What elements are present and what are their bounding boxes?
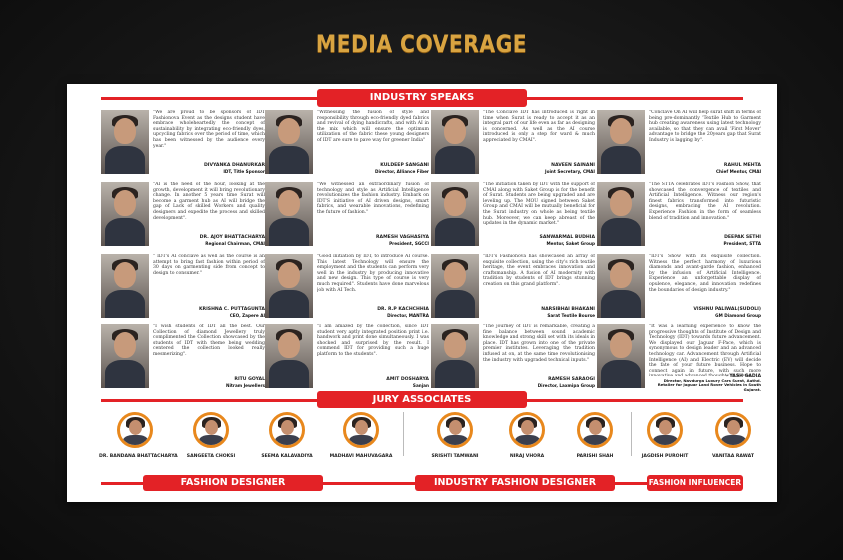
section-heading-jury-associates: JURY ASSOCIATES (317, 391, 527, 408)
testimonial-name: SANWARMAL BUDHIA (539, 235, 595, 240)
testimonial-name: RAMESH VAGHASIYA (376, 235, 429, 240)
person-photo (101, 182, 149, 246)
person-photo (597, 110, 645, 174)
testimonial-role: President, STTA (723, 241, 761, 246)
testimonial-quote: "We witnessed an extraordinary fusion of technology and style as Artificial Intelligence revolutionizes the fashion industry. Embark on IDT'S initiative of AI driven designs, smart fabrics, and wearable innovations, redefining the future of fashion." (317, 182, 429, 215)
testimonial-quote: "AI is the need of the hour, looking at the growth, development it will bring revolutionary change. In another 5 years time Surat will become a garment hub as AI will bridge the gap of Lack of skilled Workers and quality designers and expedite the process and skilled development". (153, 182, 265, 221)
testimonial-name: NAVEEN SAINANI (551, 163, 595, 168)
testimonial-card (597, 252, 761, 322)
person-photo (265, 254, 313, 318)
testimonial-card (597, 180, 761, 250)
testimonial-quote: "Conclave On AI will help surat shift in terms of being pre-dominantly 'Textile Hub to Garment hub creating awareness using latest technology available, so that they can avail 'First Mover' advantage to bridge the 20years gap that Surat Industry is lagging by". (649, 110, 761, 143)
testimonial-card (431, 252, 595, 322)
testimonial-quote: "I wish students of IDT all the best. Our Collection of diamond Jewellery truly complimented the Collection showcased by the students of IDT with theme being wedding centered the collection looked really mesmerizing". (153, 324, 265, 357)
testimonial-quote: "IDT's Show with its exquisite collection. Witness the perfect harmony of luxurious diamonds and avant-garde fashion, enhanced by the infusion of Artificial Intelligence. Experience an unforgettable display of opulence, elegance, and innovation redefines the boundaries of design industry." (649, 254, 761, 293)
testimonial-name: RITU GOYAL (234, 377, 265, 382)
jury-member (329, 412, 393, 472)
person-photo (431, 110, 479, 174)
testimonial-role: Director, Alliance Fiber (374, 169, 429, 174)
jury-name: JAGDISH PUROHIT (641, 454, 689, 459)
testimonial-role: Director, MANTRA (387, 313, 429, 318)
jury-photo (343, 412, 379, 448)
person-photo (265, 182, 313, 246)
testimonial-quote: "We are proud to be sponsors of IDT Fashionova Event as the designs student have embrace wholeheartedly the concept of sustainability by integrating eco-friendly dyes, upcycling fabrics over the period of time, which has been witnessed by the audience every year." (153, 110, 265, 149)
newspaper-page (67, 84, 777, 502)
jury-photo (577, 412, 613, 448)
testimonial-card (265, 252, 429, 322)
jury-name: DR. BANDANA BHATTACHARYA (99, 454, 178, 459)
testimonial-name: DIVYANKA DHANURKAR (203, 163, 265, 168)
person-photo (431, 254, 479, 318)
testimonial-role: Joint Secretary, CMAI (545, 169, 595, 174)
testimonial-card (597, 108, 761, 178)
testimonial-name: KULDEEP SANGANI (380, 163, 429, 168)
jury-photo (647, 412, 683, 448)
section-heading-fashion-designer: FASHION DESIGNER (143, 475, 323, 491)
person-photo (101, 254, 149, 318)
testimonial-quote: "Witnessing the fusion of style and responsibility through eco-friendly dyed fabrics and revival of dying handicrafts, and with AI in the mix which will ensure the optimum utilization of the fabric these young designers of IDT are sure to pave way for greener India" (317, 110, 429, 143)
section-heading-industry-fashion-designer: INDUSTRY FASHION DESIGNER (415, 475, 615, 491)
testimonial-role: GM Diamond Group (715, 313, 761, 318)
jury-member (185, 412, 237, 472)
jury-name: SANGEETA CHOKSI (186, 454, 236, 459)
testimonial-role: Director, Navdurga Luxury Cars Surat, Authd. Retailer for Jaguar Land Rover Vehicles in South Gujarat. (657, 378, 761, 392)
jury-photo (193, 412, 229, 448)
person-photo (101, 110, 149, 174)
testimonial-card (265, 108, 429, 178)
testimonial-quote: "It was a learning experience to know the progressive thoughts of Institute of Design and Technology (IDT) towards future advancement. We displayed our Jaguar F-Pace, which is synonymous to design leader and an advanced technology car. Advancement through Artificial Intelligence (AI) and Electric (EV) will decide the fate of your future business. Hope to connect again in future, with such more (649, 324, 761, 374)
testimonial-quote: " IDT's AI conclave as well as the course is an attempt to bring fast fashion within period of 30 days on garmenting side from concept to design to consumer." (153, 254, 265, 276)
testimonial-card (431, 108, 595, 178)
testimonial-name: - YASH GADIA (725, 374, 761, 379)
column-divider (403, 412, 404, 456)
testimonial-quote: "The journey of IDT is remarkable, creating a fine balance between sound academic knowledge and strong skill set with its ideals in place. IDT has grown into one of the private premier institutes. Leveraging the tradition infused at on, at the same time revolutionising the industry with upgraded technical inputs." (483, 324, 595, 363)
person-photo (597, 182, 645, 246)
testimonial-name: VISHNU PALIWAL(SUDOLI) (693, 307, 761, 312)
testimonial-name: RAHUL MEHTA (723, 163, 761, 168)
jury-member (639, 412, 691, 472)
testimonial-role: Nitram Jewellers (225, 383, 265, 388)
page-title: MEDIA COVERAGE (315, 30, 528, 58)
testimonial-name: NARSIBHAI BHAKANI (541, 307, 595, 312)
testimonial-quote: "The Conclave IDT has introduced is right in time when Surat is ready to accept it as an integral part of our life even as far as designing is concerned. As well as the AI course introduced is only a step for ward & much appreciated by CMAI". (483, 110, 595, 143)
testimonial-quote: "I am amazed by the collection, since IDT student very aptly integrated position print i.e. handwork and print done simultaneously. I was shocked and surprised by the result. I commend IDT for providing such a huge platform to the students". (317, 324, 429, 357)
jury-name: PARISHI SHAH (576, 454, 614, 459)
column-divider (631, 412, 632, 456)
jury-member (569, 412, 621, 472)
testimonial-name: AMIT DOSHARYA (386, 377, 429, 382)
person-photo (265, 324, 313, 388)
person-photo (101, 324, 149, 388)
jury-name: SEEMA KALAVADIYA (261, 454, 313, 459)
testimonial-role: President, SGCCI (389, 241, 429, 246)
person-photo (597, 324, 645, 388)
testimonial-role: CEO, Zapere AI (229, 313, 265, 318)
jury-photo (117, 412, 153, 448)
jury-member (261, 412, 313, 472)
person-photo (265, 110, 313, 174)
testimonial-quote: "The STTA celebrates IDT's Fashion Show, that showcased the convergence of textiles and Artificial Intelligence. Witness our region's finest fabrics transformed into futuristic designs, embracing the AI revolution. Experience Fashion in the form of seamless blend of tradition and innovation." (649, 182, 761, 221)
testimonial-name: DR. R.P KACHCHHIA (377, 307, 429, 312)
jury-name: NIRAJ VHORA (509, 454, 545, 459)
jury-name: VANITAA RAWAT (712, 454, 754, 459)
person-photo (431, 324, 479, 388)
testimonial-quote: "Good initiation by IDT, to introduce AI course. This latest Technology will ensure the employment and the students can perform very well in the industry by producing innovative and new design. This type of course is very much required". Students have done marvelous job with AI Tech. (317, 254, 429, 293)
jury-photo (269, 412, 305, 448)
jury-member (707, 412, 759, 472)
testimonial-card (101, 322, 265, 392)
jury-name: MADHAVI MAHUVAGARA (329, 454, 393, 459)
testimonial-role: Mentor, Saket Group (546, 241, 595, 246)
testimonial-role: Chief Mentor, CMAI (715, 169, 761, 174)
testimonial-card (431, 180, 595, 250)
testimonial-card (265, 322, 429, 392)
jury-photo (715, 412, 751, 448)
testimonial-name: DEEPAK SETHI (724, 235, 761, 240)
testimonial-role: Regional Chairman, CMAI (205, 241, 265, 246)
person-photo (431, 182, 479, 246)
person-photo (597, 254, 645, 318)
testimonial-card (431, 322, 595, 392)
testimonial-card (101, 252, 265, 322)
testimonial-role: Director, Laxmipa Group (537, 383, 595, 388)
testimonial-quote: "The initiation taken by IDT with the support of CMAI along with Saket Group is for the benefit of Surat. Students are being upgraded and are leveling up. The MOU signed between Saket Group and CMAI will be mutually beneficial for the Surat industry on whole as being textile hub. Moreover, we can keep abreast of the updates in the dynamic market." (483, 182, 595, 227)
testimonial-card (101, 180, 265, 250)
jury-photo (509, 412, 545, 448)
jury-member (99, 412, 178, 472)
section-heading-industry-speaks: INDUSTRY SPEAKS (317, 89, 527, 107)
testimonial-role: Sanjan (412, 383, 429, 388)
testimonial-role: IDT, Title Sponsor (223, 169, 265, 174)
testimonial-card (265, 180, 429, 250)
testimonial-role: Sarat Textile Bourse (547, 313, 595, 318)
testimonial-name: DR. AJOY BHATTACHARYA (199, 235, 265, 240)
jury-photo (437, 412, 473, 448)
testimonial-card (101, 108, 265, 178)
testimonial-card (597, 322, 761, 392)
testimonial-quote: "IDT's Fashionova has showcased an array of exquisite collection, using the city's rich textile heritage, the event embraces innovation and craftsmanship. A fusion of AI modernity with tradition by students of IDT brings stunning creation on this grand platform". (483, 254, 595, 287)
jury-name: SRISHTI TAMWANI (431, 454, 479, 459)
testimonial-name: RAMESH SARAOGI (548, 377, 595, 382)
testimonial-name: KRISHNA C. PUTTAGUNTA (198, 307, 265, 312)
jury-member (429, 412, 481, 472)
section-heading-fashion-influencer: FASHION INFLUENCER (647, 475, 743, 491)
jury-member (501, 412, 553, 472)
